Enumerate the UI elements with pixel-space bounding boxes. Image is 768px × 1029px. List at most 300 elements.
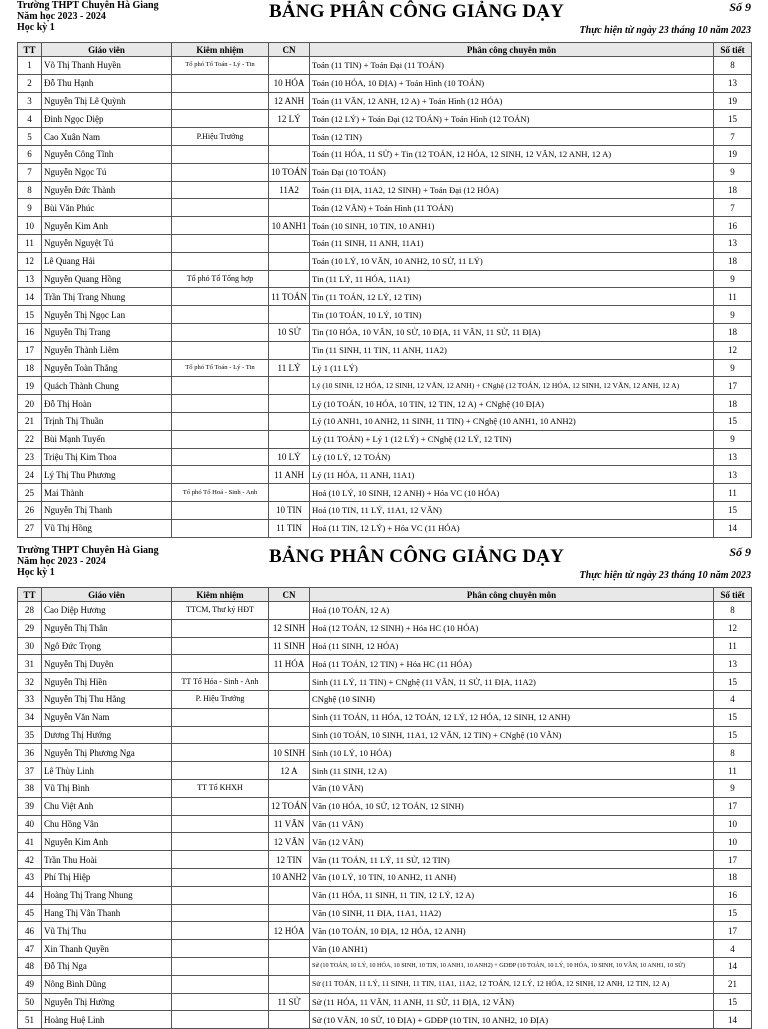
col-homeroom-header: CN: [269, 43, 310, 57]
period-count: 13: [714, 655, 752, 673]
homeroom-class: 11 VĂN: [269, 815, 310, 833]
row-number: 18: [18, 359, 42, 377]
subject-assignment: Hoá (10 LÝ, 10 SINH, 12 ANH) + Hóa VC (10 HÓA): [310, 484, 714, 502]
subject-assignment: Lý (10 SINH, 12 HÓA, 12 SINH, 12 VĂN, 12 ANH) + CNghệ (12 TOÁN, 12 HÓA, 12 SINH, 12 VĂN, 12 ANH, 12 A): [310, 377, 714, 395]
homeroom-class: [269, 975, 310, 993]
subject-assignment: Toán (10 SINH, 10 TIN, 10 ANH1): [310, 217, 714, 235]
effective-date: Thực hiện từ ngày 23 tháng 10 năm 2023: [579, 570, 751, 581]
teacher-name: Nông Bình Dũng: [42, 975, 172, 993]
homeroom-class: [269, 57, 310, 75]
table-row: [18, 57, 752, 75]
homeroom-class: [269, 1011, 310, 1029]
subject-assignment: Tin (11 LÝ, 11 HÓA, 11A1): [310, 270, 714, 288]
table-row: [18, 110, 752, 128]
homeroom-class: 12 SINH: [269, 619, 310, 637]
period-count: 17: [714, 922, 752, 940]
teacher-name: Lý Thị Thu Phương: [42, 466, 172, 484]
subject-assignment: Văn (12 VĂN): [310, 833, 714, 851]
period-count: 9: [714, 359, 752, 377]
subject-assignment: Văn (11 VĂN): [310, 815, 714, 833]
row-number: 17: [18, 341, 42, 359]
homeroom-class: 11 SINH: [269, 637, 310, 655]
period-count: 17: [714, 797, 752, 815]
col-tt-header: TT: [18, 43, 42, 57]
homeroom-class: [269, 145, 310, 163]
subject-assignment: Sinh (11 SINH, 12 A): [310, 762, 714, 780]
table-row: [18, 655, 752, 673]
period-count: 17: [714, 851, 752, 869]
teacher-name: Xin Thanh Quyền: [42, 940, 172, 958]
teacher-name: Nguyễn Đức Thành: [42, 181, 172, 199]
period-count: 15: [714, 904, 752, 922]
subject-assignment: Hoá (10 TIN, 11 LÝ, 11A1, 12 VĂN): [310, 501, 714, 519]
table-row: [18, 412, 752, 430]
school-info: [17, 0, 159, 33]
row-number: 49: [18, 975, 42, 993]
table-row: [18, 975, 752, 993]
subject-assignment: Sinh (10 TOÁN, 10 SINH, 11A1, 12 VĂN, 12 TIN) + CNghệ (10 VĂN): [310, 726, 714, 744]
period-count: 14: [714, 1011, 752, 1029]
period-count: 4: [714, 690, 752, 708]
period-count: 11: [714, 288, 752, 306]
extra-role: [172, 922, 269, 940]
period-count: 11: [714, 637, 752, 655]
subject-assignment: Văn (11 HÓA, 11 SINH, 11 TIN, 12 LÝ, 12 A): [310, 886, 714, 904]
teacher-name: Nguyễn Thị Thanh: [42, 501, 172, 519]
teacher-name: Đinh Ngọc Diệp: [42, 110, 172, 128]
table-row: [18, 797, 752, 815]
homeroom-class: 11 ANH: [269, 466, 310, 484]
teacher-name: Nguyễn Thị Hường: [42, 993, 172, 1011]
extra-role: [172, 74, 269, 92]
homeroom-class: 11 TIN: [269, 519, 310, 537]
period-count: 18: [714, 181, 752, 199]
extra-role: [172, 501, 269, 519]
row-number: 23: [18, 448, 42, 466]
extra-role: [172, 940, 269, 958]
subject-assignment: Toán (11 ĐỊA, 11A2, 12 SINH) + Toán Đại (12 HÓA): [310, 181, 714, 199]
extra-role: [172, 163, 269, 181]
period-count: 12: [714, 619, 752, 637]
subject-assignment: Sử (11 HÓA, 11 VĂN, 11 ANH, 11 SỬ, 11 ĐỊA, 12 VĂN): [310, 993, 714, 1011]
period-count: 15: [714, 501, 752, 519]
homeroom-class: [269, 673, 310, 691]
extra-role: [172, 110, 269, 128]
col-extra-role-header: Kiêm nhiệm: [172, 588, 269, 602]
homeroom-class: [269, 602, 310, 620]
table-row: [18, 163, 752, 181]
teacher-name: Triệu Thị Kim Thoa: [42, 448, 172, 466]
subject-assignment: Toán (12 LÝ) + Toán Đại (12 TOÁN) + Toán Hình (12 TOÁN): [310, 110, 714, 128]
homeroom-class: 10 ANH1: [269, 217, 310, 235]
period-count: 13: [714, 448, 752, 466]
homeroom-class: 12 A: [269, 762, 310, 780]
homeroom-class: 10 TOÁN: [269, 163, 310, 181]
extra-role: [172, 466, 269, 484]
subject-assignment: Toán (11 TIN) + Toán Đại (11 TOÁN): [310, 57, 714, 75]
extra-role: [172, 762, 269, 780]
period-count: 14: [714, 957, 752, 975]
period-count: 8: [714, 602, 752, 620]
teacher-name: Trịnh Thị Thuần: [42, 412, 172, 430]
homeroom-class: [269, 484, 310, 502]
subject-assignment: Văn (11 TOÁN, 11 LÝ, 11 SỬ, 12 TIN): [310, 851, 714, 869]
row-number: 31: [18, 655, 42, 673]
subject-assignment: Toán Đại (10 TOÁN): [310, 163, 714, 181]
period-count: 14: [714, 519, 752, 537]
teacher-name: Nguyễn Công Tĩnh: [42, 145, 172, 163]
teacher-name: Nguyễn Thị Thân: [42, 619, 172, 637]
row-number: 33: [18, 690, 42, 708]
extra-role: [172, 655, 269, 673]
homeroom-class: 11A2: [269, 181, 310, 199]
homeroom-class: 11 LÝ: [269, 359, 310, 377]
col-assignment-header: Phân công chuyên môn: [310, 43, 714, 57]
extra-role: [172, 726, 269, 744]
teacher-name: Hoàng Thị Trang Nhung: [42, 886, 172, 904]
row-number: 30: [18, 637, 42, 655]
subject-assignment: Lý (11 TOÁN) + Lý 1 (12 LÝ) + CNghệ (12 LÝ, 12 TIN): [310, 430, 714, 448]
period-count: 10: [714, 815, 752, 833]
table-row: [18, 851, 752, 869]
row-number: 10: [18, 217, 42, 235]
subject-assignment: Văn (10 LÝ, 10 TIN, 10 ANH2, 11 ANH): [310, 868, 714, 886]
page-title: BẢNG PHÂN CÔNG GIẢNG DẠY: [269, 546, 565, 567]
homeroom-class: [269, 886, 310, 904]
row-number: 44: [18, 886, 42, 904]
row-number: 9: [18, 199, 42, 217]
extra-role: [172, 619, 269, 637]
period-count: 13: [714, 74, 752, 92]
col-periods-header: Số tiết: [714, 43, 752, 57]
table-row: [18, 466, 752, 484]
subject-assignment: Sinh (10 LÝ, 10 HÓA): [310, 744, 714, 762]
table-row: [18, 359, 752, 377]
extra-role: [172, 199, 269, 217]
table-row: [18, 993, 752, 1011]
homeroom-class: 10 TIN: [269, 501, 310, 519]
extra-role: [172, 851, 269, 869]
homeroom-class: [269, 779, 310, 797]
homeroom-class: 12 ANH: [269, 92, 310, 110]
extra-role: TT Tổ Hóa - Sinh - Anh: [172, 673, 269, 691]
extra-role: [172, 1011, 269, 1029]
period-count: 19: [714, 145, 752, 163]
period-count: 11: [714, 484, 752, 502]
teacher-name: Đỗ Thị Nga: [42, 957, 172, 975]
period-count: 7: [714, 199, 752, 217]
table-row: [18, 306, 752, 324]
assignment-table-1: [17, 42, 752, 538]
row-number: 38: [18, 779, 42, 797]
subject-assignment: Văn (10 SINH, 11 ĐỊA, 11A1, 11A2): [310, 904, 714, 922]
teacher-name: Trần Thu Hoài: [42, 851, 172, 869]
period-count: 9: [714, 163, 752, 181]
homeroom-class: 10 SINH: [269, 744, 310, 762]
subject-assignment: Sử (11 TOÁN, 11 LÝ, 11 SINH, 11 TIN, 11A1, 11A2, 12 TOÁN, 12 LÝ, 12 HÓA, 12 SINH, 12 ANH, 12 TIN, 12 A): [310, 975, 714, 993]
table-row: [18, 1011, 752, 1029]
table-row: [18, 833, 752, 851]
extra-role: Tổ phó Tổ Hoá - Sinh - Anh: [172, 484, 269, 502]
subject-assignment: Hoá (10 TOÁN, 12 A): [310, 602, 714, 620]
subject-assignment: Sử (10 TOÁN, 10 LÝ, 10 HÓA, 10 SINH, 10 TIN, 10 ANH1, 10 ANH2) + GDĐP (10 TOÁN, 10 LÝ, 10 HÓA, 10 SINH, 10 VĂN, 10 ANH1, 10 SỬ): [310, 957, 714, 975]
subject-assignment: Lý (10 TOÁN, 10 HÓA, 10 TIN, 12 TIN, 12 A) + CNghệ (10 ĐỊA): [310, 395, 714, 413]
subject-assignment: Tin (11 TOÁN, 12 LÝ, 12 TIN): [310, 288, 714, 306]
subject-assignment: Văn (10 TOÁN, 10 ĐỊA, 12 HÓA, 12 ANH): [310, 922, 714, 940]
section-2: [17, 545, 751, 1029]
homeroom-class: [269, 726, 310, 744]
subject-assignment: CNghệ (10 SINH): [310, 690, 714, 708]
homeroom-class: [269, 377, 310, 395]
row-number: 5: [18, 128, 42, 146]
row-number: 7: [18, 163, 42, 181]
teacher-name: Võ Thị Thanh Huyền: [42, 57, 172, 75]
period-count: 17: [714, 377, 752, 395]
extra-role: [172, 815, 269, 833]
table-row: [18, 619, 752, 637]
subject-assignment: Tin (11 SINH, 11 TIN, 11 ANH, 11A2): [310, 341, 714, 359]
row-number: 48: [18, 957, 42, 975]
table-row: [18, 430, 752, 448]
school-year: Năm học 2023 - 2024: [17, 556, 106, 567]
table-row: [18, 323, 752, 341]
teacher-name: Nguyễn Nguyệt Tú: [42, 234, 172, 252]
col-homeroom-header: CN: [269, 588, 310, 602]
homeroom-class: 10 SỬ: [269, 323, 310, 341]
teacher-name: Vũ Thị Hồng: [42, 519, 172, 537]
col-teacher-header: Giáo viên: [42, 43, 172, 57]
homeroom-class: [269, 199, 310, 217]
teacher-name: Phí Thị Hiệp: [42, 868, 172, 886]
table-row: [18, 270, 752, 288]
extra-role: [172, 833, 269, 851]
period-count: 19: [714, 92, 752, 110]
row-number: 51: [18, 1011, 42, 1029]
period-count: 16: [714, 886, 752, 904]
homeroom-class: [269, 234, 310, 252]
homeroom-class: 10 LÝ: [269, 448, 310, 466]
table-row: [18, 868, 752, 886]
subject-assignment: Văn (10 ANH1): [310, 940, 714, 958]
row-number: 40: [18, 815, 42, 833]
document-number: Số 9: [729, 545, 751, 559]
subject-assignment: Toán (11 HÓA, 11 SỬ) + Tin (12 TOÁN, 12 HÓA, 12 SINH, 12 VĂN, 12 ANH, 12 A): [310, 145, 714, 163]
table-row: [18, 181, 752, 199]
teacher-name: Nguyễn Quang Hồng: [42, 270, 172, 288]
teacher-name: Nguyễn Thị Phương Nga: [42, 744, 172, 762]
teacher-name: Nguyễn Ngọc Tú: [42, 163, 172, 181]
homeroom-class: 12 TIN: [269, 851, 310, 869]
table-row: [18, 74, 752, 92]
period-count: 15: [714, 412, 752, 430]
extra-role: [172, 430, 269, 448]
homeroom-class: [269, 128, 310, 146]
subject-assignment: Văn (10 HÓA, 10 SỬ, 12 TOÁN, 12 SINH): [310, 797, 714, 815]
teacher-name: Hang Thị Vân Thanh: [42, 904, 172, 922]
extra-role: P.Hiệu Trưởng: [172, 128, 269, 146]
row-number: 35: [18, 726, 42, 744]
teacher-name: Cao Diệp Hương: [42, 602, 172, 620]
extra-role: [172, 708, 269, 726]
homeroom-class: [269, 252, 310, 270]
teacher-name: Chu Hồng Vân: [42, 815, 172, 833]
table-row: [18, 779, 752, 797]
row-number: 15: [18, 306, 42, 324]
table-row: [18, 519, 752, 537]
row-number: 21: [18, 412, 42, 430]
row-number: 39: [18, 797, 42, 815]
table-row: [18, 744, 752, 762]
period-count: 15: [714, 993, 752, 1011]
extra-role: Tổ phó Tổ Toán - Lý - Tin: [172, 57, 269, 75]
period-count: 4: [714, 940, 752, 958]
homeroom-class: [269, 708, 310, 726]
row-number: 34: [18, 708, 42, 726]
table-row: [18, 145, 752, 163]
table-row: [18, 199, 752, 217]
extra-role: [172, 234, 269, 252]
school-year: Năm học 2023 - 2024: [17, 11, 106, 22]
extra-role: [172, 252, 269, 270]
period-count: 9: [714, 306, 752, 324]
teacher-name: Nguyễn Thị Thu Hằng: [42, 690, 172, 708]
school-info: [17, 545, 159, 578]
teacher-name: Đỗ Thị Hoàn: [42, 395, 172, 413]
teacher-name: Nguyễn Thị Hiền: [42, 673, 172, 691]
teacher-name: Vũ Thị Bình: [42, 779, 172, 797]
period-count: 11: [714, 762, 752, 780]
teacher-name: Quách Thành Chung: [42, 377, 172, 395]
table-row: [18, 904, 752, 922]
table-row: [18, 234, 752, 252]
extra-role: Tổ phó Tổ Toán - Lý - Tin: [172, 359, 269, 377]
homeroom-class: 12 VĂN: [269, 833, 310, 851]
period-count: 16: [714, 217, 752, 235]
period-count: 12: [714, 341, 752, 359]
period-count: 15: [714, 110, 752, 128]
subject-assignment: Sử (10 VĂN, 10 SỬ, 10 ĐỊA) + GDĐP (10 TIN, 10 ANH2, 10 ĐỊA): [310, 1011, 714, 1029]
assignment-table-2: [17, 587, 752, 1029]
row-number: 42: [18, 851, 42, 869]
period-count: 13: [714, 234, 752, 252]
subject-assignment: Lý (10 ANH1, 10 ANH2, 11 SINH, 11 TIN) + CNghệ (10 ANH1, 10 ANH2): [310, 412, 714, 430]
row-number: 4: [18, 110, 42, 128]
teacher-name: Nguyễn Thành Liêm: [42, 341, 172, 359]
effective-date: Thực hiện từ ngày 23 tháng 10 năm 2023: [579, 25, 751, 36]
subject-assignment: Sinh (11 TOÁN, 11 HÓA, 12 TOÁN, 12 LÝ, 12 HÓA, 12 SINH, 12 ANH): [310, 708, 714, 726]
subject-assignment: Toán (11 VĂN, 12 ANH, 12 A) + Toán Hình (12 HÓA): [310, 92, 714, 110]
subject-assignment: Toán (12 TIN): [310, 128, 714, 146]
row-number: 43: [18, 868, 42, 886]
col-periods-header: Số tiết: [714, 588, 752, 602]
subject-assignment: Toán (10 LÝ, 10 VĂN, 10 ANH2, 10 SỬ, 11 LÝ): [310, 252, 714, 270]
table-row: [18, 288, 752, 306]
subject-assignment: Văn (10 VĂN): [310, 779, 714, 797]
homeroom-class: [269, 395, 310, 413]
homeroom-class: 11 HÓA: [269, 655, 310, 673]
row-number: 12: [18, 252, 42, 270]
semester: Học kỳ 1: [17, 22, 55, 33]
row-number: 11: [18, 234, 42, 252]
row-number: 28: [18, 602, 42, 620]
subject-assignment: Tin (10 TOÁN, 10 LÝ, 10 TIN): [310, 306, 714, 324]
period-count: 10: [714, 833, 752, 851]
subject-assignment: Lý (11 HÓA, 11 ANH, 11A1): [310, 466, 714, 484]
table-row: [18, 637, 752, 655]
teacher-name: Dương Thị Hướng: [42, 726, 172, 744]
extra-role: [172, 519, 269, 537]
teacher-name: Nguyễn Kim Anh: [42, 833, 172, 851]
row-number: 25: [18, 484, 42, 502]
row-number: 3: [18, 92, 42, 110]
period-count: 9: [714, 270, 752, 288]
extra-role: Tổ phó Tổ Tổng hợp: [172, 270, 269, 288]
extra-role: [172, 288, 269, 306]
row-number: 50: [18, 993, 42, 1011]
teacher-name: Nguyễn Thị Ngọc Lan: [42, 306, 172, 324]
table-row: [18, 484, 752, 502]
table-row: [18, 922, 752, 940]
table-row: [18, 217, 752, 235]
teacher-name: Nguyễn Toàn Thắng: [42, 359, 172, 377]
table-row: [18, 762, 752, 780]
teacher-name: Ngô Đức Trọng: [42, 637, 172, 655]
table-row: [18, 377, 752, 395]
extra-role: [172, 395, 269, 413]
table-row: [18, 815, 752, 833]
col-tt-header: TT: [18, 588, 42, 602]
row-number: 27: [18, 519, 42, 537]
extra-role: [172, 448, 269, 466]
page-header: [17, 545, 751, 587]
table-row: [18, 708, 752, 726]
homeroom-class: 12 LÝ: [269, 110, 310, 128]
teacher-name: Vũ Thị Thu: [42, 922, 172, 940]
extra-role: [172, 886, 269, 904]
extra-role: [172, 323, 269, 341]
teacher-name: Nguyễn Thị Duyên: [42, 655, 172, 673]
teacher-name: Chu Việt Anh: [42, 797, 172, 815]
homeroom-class: [269, 957, 310, 975]
school-name: Trường THPT Chuyên Hà Giang: [17, 545, 159, 556]
extra-role: TT Tổ KHXH: [172, 779, 269, 797]
col-assignment-header: Phân công chuyên môn: [310, 588, 714, 602]
table-row: [18, 501, 752, 519]
subject-assignment: Lý 1 (11 LÝ): [310, 359, 714, 377]
table-row: [18, 341, 752, 359]
page-title: BẢNG PHÂN CÔNG GIẢNG DẠY: [269, 1, 565, 22]
subject-assignment: Toán (11 SINH, 11 ANH, 11A1): [310, 234, 714, 252]
period-count: 18: [714, 395, 752, 413]
period-count: 18: [714, 868, 752, 886]
homeroom-class: 12 TOÁN: [269, 797, 310, 815]
homeroom-class: [269, 430, 310, 448]
extra-role: [172, 868, 269, 886]
extra-role: [172, 975, 269, 993]
homeroom-class: [269, 690, 310, 708]
subject-assignment: Lý (10 LÝ, 12 TOÁN): [310, 448, 714, 466]
extra-role: [172, 92, 269, 110]
extra-role: [172, 637, 269, 655]
homeroom-class: [269, 306, 310, 324]
row-number: 14: [18, 288, 42, 306]
subject-assignment: Toán (12 VĂN) + Toán Hình (11 TOÁN): [310, 199, 714, 217]
homeroom-class: [269, 904, 310, 922]
row-number: 41: [18, 833, 42, 851]
subject-assignment: Sinh (11 LÝ, 11 TIN) + CNghệ (11 VĂN, 11 SỬ, 11 ĐỊA, 11A2): [310, 673, 714, 691]
homeroom-class: 10 ANH2: [269, 868, 310, 886]
subject-assignment: Hoá (11 SINH, 12 HÓA): [310, 637, 714, 655]
